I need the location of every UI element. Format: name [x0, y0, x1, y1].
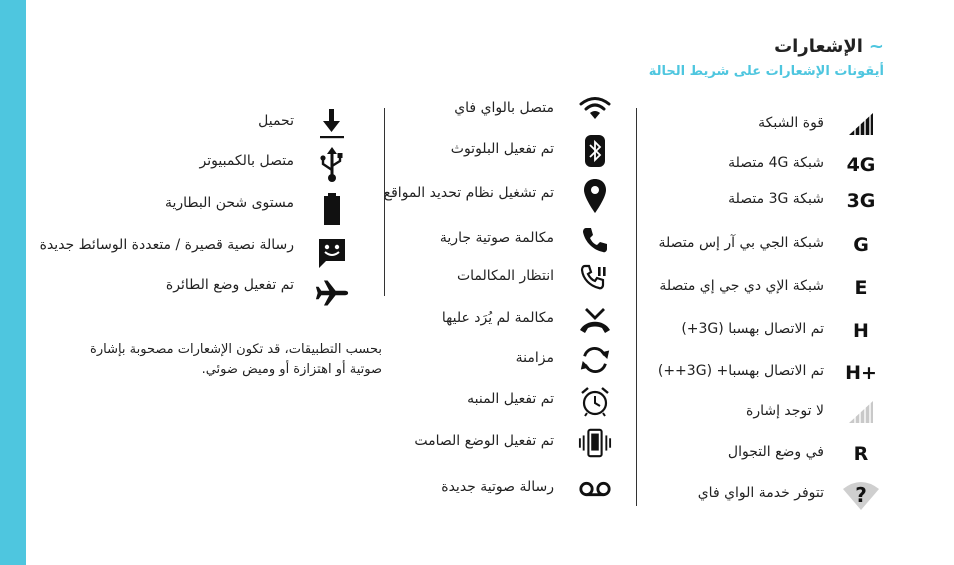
- vibrate-icon: [578, 426, 612, 460]
- airplane-icon: [315, 276, 349, 310]
- list-item: [640, 480, 890, 510]
- bluetooth-icon: [578, 134, 612, 168]
- list-item-label: شبكة الإي دي جي إي متصلة: [659, 278, 824, 294]
- list-item: [640, 316, 890, 346]
- list-item: [390, 386, 626, 416]
- wifi-question-glyph: ?: [855, 483, 867, 507]
- list-item-label: تم الاتصال بهسبا (3G+): [681, 321, 824, 337]
- page-title: [774, 36, 884, 57]
- list-item-label: لا توجد إشارة: [746, 403, 824, 419]
- list-item: [390, 94, 626, 124]
- phone-call-icon: [578, 225, 612, 255]
- list-item-label: انتظار المكالمات: [456, 268, 554, 284]
- list-item-label: شبكة 4G متصلة: [728, 155, 824, 171]
- list-item: [40, 107, 380, 141]
- list-item: [390, 225, 626, 255]
- accent-side-bar: [0, 0, 26, 565]
- list-item-label: مكالمة لم يُرَد عليها: [441, 310, 554, 326]
- no-signal-icon: [844, 398, 878, 428]
- list-item-label: مستوى شحن البطارية: [164, 195, 294, 211]
- list-item: [40, 192, 380, 226]
- list-item-label: تم تفعيل وضع الطائرة: [165, 277, 294, 293]
- list-item-label: رسالة صوتية جديدة: [441, 479, 554, 495]
- network-edge-icon: E: [854, 277, 868, 299]
- location-pin-icon: [578, 178, 612, 214]
- network-hspa-icon: H: [853, 320, 869, 342]
- list-item: [390, 474, 626, 504]
- message-icon: [315, 236, 349, 270]
- list-item-label: متصل بالواي فاي: [454, 100, 554, 116]
- list-item: [640, 150, 890, 180]
- list-item-label: شبكة الجي بي آر إس متصلة: [658, 235, 824, 251]
- list-item-label: تم الاتصال بهسبا+ (3G++): [657, 363, 824, 379]
- title-tilde: ~: [868, 36, 884, 57]
- sync-icon: [578, 344, 612, 376]
- list-item-label: رسالة نصية قصيرة / متعددة الوسائط جديدة: [39, 237, 294, 253]
- roaming-icon: R: [853, 443, 869, 465]
- call-hold-icon: [578, 263, 612, 293]
- list-item: [640, 230, 890, 260]
- network-4g-icon: 4G: [846, 154, 876, 176]
- list-item: [390, 345, 626, 375]
- list-item-label: تحميل: [258, 113, 294, 129]
- list-item-label: متصل بالكمبيوتر: [199, 153, 294, 169]
- divider-right: [636, 108, 637, 506]
- missed-call-icon: [578, 305, 612, 335]
- notification-note: بحسب التطبيقات، قد تكون الإشعارات مصحوبة بإشارة صوتية أو اهتزازة أو وميض ضوئي.: [90, 342, 382, 377]
- voicemail-icon: [578, 474, 612, 504]
- signal-strength-icon: [844, 110, 878, 140]
- list-item: [640, 439, 890, 469]
- list-item: [640, 186, 890, 216]
- list-item-label: مكالمة صوتية جارية: [439, 230, 554, 246]
- download-icon: [315, 107, 349, 141]
- network-3g-icon: 3G: [846, 190, 876, 212]
- divider-middle: [384, 108, 385, 296]
- page-subtitle: أيقونات الإشعارات على شريط الحالة: [648, 64, 884, 79]
- list-item: [390, 263, 626, 293]
- list-item: [640, 273, 890, 303]
- list-item: [40, 146, 380, 184]
- network-hspa-plus-icon: H+: [845, 362, 877, 384]
- list-item: [383, 180, 626, 210]
- page-title-text: الإشعارات: [774, 36, 863, 57]
- battery-icon: [315, 192, 349, 226]
- list-item: [40, 276, 380, 310]
- network-gprs-icon: G: [853, 234, 869, 256]
- list-item: [640, 398, 890, 428]
- list-item-label: في وضع التجوال: [727, 444, 824, 460]
- list-item-label: تتوفر خدمة الواي فاي: [697, 485, 824, 501]
- list-item-label: تم تشغيل نظام تحديد المواقع: [383, 185, 554, 201]
- list-item-label: تم تفعيل الوضع الصامت: [414, 433, 554, 449]
- wifi-available-icon: [844, 480, 878, 510]
- usb-icon: [315, 146, 349, 184]
- list-item: [390, 305, 626, 335]
- list-item-label: شبكة 3G متصلة: [728, 191, 824, 207]
- list-item-label: تم تفعيل البلوتوث: [450, 141, 554, 157]
- list-item-label: تم تفعيل المنبه: [467, 391, 554, 407]
- list-item: [40, 236, 380, 270]
- wifi-connected-icon: [578, 94, 612, 124]
- list-item: [390, 428, 626, 458]
- list-item-label: مزامنة: [515, 350, 554, 366]
- list-item: [390, 136, 626, 166]
- list-item: [640, 110, 890, 140]
- list-item: [640, 358, 890, 388]
- list-item-label: قوة الشبكة: [758, 115, 824, 131]
- alarm-icon: [578, 384, 612, 418]
